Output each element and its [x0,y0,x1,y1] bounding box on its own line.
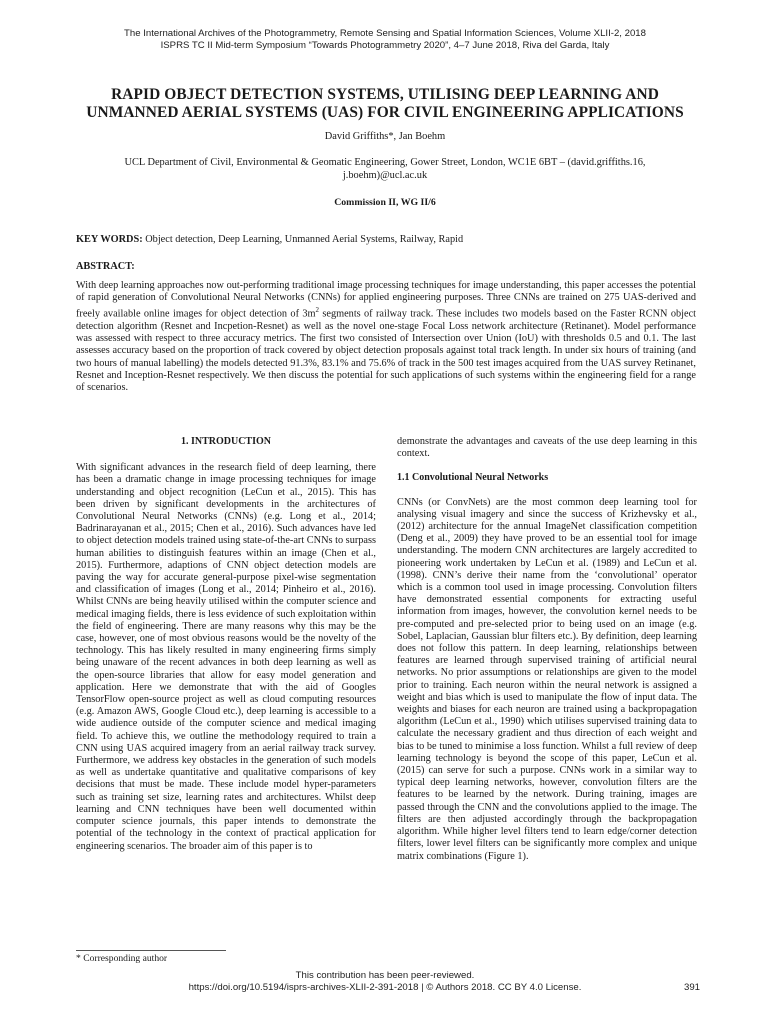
footer-doi-link[interactable]: https://doi.org/10.5194/isprs-archives-XLII-2-391-2018 | © Authors 2018. CC BY 4.0 License. [188,982,582,993]
commission: Commission II, WG II/6 [334,197,436,208]
left-column [76,436,376,853]
keywords-label: KEY WORDS: [76,234,143,245]
page-footer [40,970,730,994]
keywords [76,234,696,245]
affiliation [70,156,700,182]
header-line-1: The International Archives of the Photogrammetry, Remote Sensing and Spatial Information Sciences, Volume XLII-2, 2018 [124,28,646,39]
abstract-superscript: 2 [315,306,320,315]
header-line-2: ISPRS TC II Mid-term Symposium “Towards Photogrammetry 2020”, 4–7 June 2018, Riva del Garda, Italy [160,40,610,51]
page-number: 391 [683,982,700,993]
keywords-text: Object detection, Deep Learning, Unmanned Aerial Systems, Railway, Rapid [145,234,464,245]
abstract-body [76,280,696,394]
running-header [40,28,730,52]
introduction-paragraph: With significant advances in the research field of deep learning, there has been a dramatic change in image processing techniques for image understanding and object recognition (LeCun et al., 2015). This has been driven by significant developments in the architectures of Convolutional Neural Networks (CNNs) (e.g. Long et al., 2014; Badrinarayanan et al., 2015; Chen et al., 2016). Such advances have led to object detection models trained using state-of-the-art CNNs to surpass human abilities to distinguish features within an image (Chen et al., 2015). Furthermore, adaptions of CNN object detection models are paving the way for accurate general-purpose pixel-wise segmentation and classification of images (Long et al., 2014; Pinheiro et al., 2016). Whilst CNNs are being heavily utilised within the computer science and medical imaging fields, there is less evidence of such exploitation within the field of engineering. There are many reasons why this may be the case, however, one of most obvious reasons would be the novelty of the technology. This has likely resulted in many engineering firms simply being unaware of the recent advances in both deep learning as well as the open-source libraries that allow for easy model generation and application. Here we demonstrate that with the aid of Googles TensorFlow open-source project as well as cloud computing resources (e.g. Amazon AWS, Google Cloud etc.), deep learning is accessible to a wide audience outside of the computer science and medical imaging field. To achieve this, we outline the methodology required to train a CNN using UAS acquired imagery from an aerial railway track survey. Furthermore, we address key obstacles in the generation of such models as well as undertake quantitative and qualitative comparisons of key decisions that must be made. These include model hyper-parameters such as training set size, learning rates and architectures. Whilst deep learning and CNN techniques have been well documented within computer science journals, this paper intends to demonstrate the potential of the technology in the context of practical application for engineering scenarios. The broader aim of this paper is to [76,462,376,852]
abstract-text-part-1: With deep learning approaches now out-performing traditional image processing techniques for image understanding, this paper accesses the potential of rapid generation of Convolutional Neural Networks (CNNs) for applied engineering purposes. Three CNNs are trained on 275 UAS-derived and freely available online images for object detection of 3m [76,280,696,320]
footnote: * Corresponding author [76,953,168,964]
abstract-heading: ABSTRACT: [76,261,135,272]
abstract-text-part-2: segments of railway track. These includes two models based on the Faster RCNN object detection algorithm (Resnet and Incpetion-Resnet) as well as the novel one-stage Focal Loss network architecture (Retinanet). Model performance was assessed with respect to three accuracy metrics. The first two consisted of Intersection over Union (IoU) with thresholds 0.5 and 0.1. The last assesses accuracy based on the proportion of track covered by object detection proposals against total track length. In under six hours of training (and two hours of manual labelling) the models detected 91.3%, 83.1% and 75.6% of track in the 500 test images acquired from the UAS survey Retinanet, Resnet and Inception-Resnet respectively. We then discuss the potential for such applications of such systems within the engineering field for a range of scenarios. [76,308,696,394]
title-line-1: RAPID OBJECT DETECTION SYSTEMS, UTILISING DEEP LEARNING AND [111,86,659,103]
title-line-2: UNMANNED AERIAL SYSTEMS (UAS) FOR CIVIL ENGINEERING APPLICATIONS [86,104,684,121]
cnn-paragraph: CNNs (or ConvNets) are the most common deep learning tool for analysing visual imagery and since the success of Krizhevsky et al., (2012) architecture for the annual ImageNet classification competition (Deng et al., 2009) they have proved to be an essential tool for image understanding. The modern CNN architectures are largely accredited to pioneering work undertaken by LeCun et al. (1989) and LeCun et al. (1998). CNN’s derive their name from the ‘convolutional’ operator which is a common tool used in image processing. Convolution filters have demonstrated essential components for extracting useful information from images, however, the convolution kernel needs to be pre-computed and pre-selected prior to being used on an image (e.g. Sobel, Laplacian, Gaussian blur filters etc.). By definition, deep learning does not follow this pattern. In deep learning, relationships between features are learned through supervised training of artificial neural networks. No prior assumptions or relationships are given to the model prior to training. Each neuron within the neural network is assigned a weight and bias which is used to manipulate the flow of input data. The weights and biases for each neuron are trained using a backpropagation algorithm (LeCun et al., 1990) which utilises supervised training data to calculate the necessary gradient and thus direction of each weight and bias to be tuned to minimise a loss function. Whilst a full review of deep learning technology is beyond the scope of this paper, LeCun et al. (2015) can serve for such a purpose. CNNs work in a similar way to typical deep learning networks, however, convolution filters are the features to be learned by the network. During training, images are passed through the CNN and the convolutions applied to the image. The filters are then adjusted accordingly through the backpropagation algorithm. While higher level filters tend to learn edge/corner detection filters, lower level filters can be significantly more complex and unique matrix combinations (Figure 1). [397,496,697,862]
right-column [397,436,697,863]
affiliation-line-2: j.boehm)@ucl.ac.uk [342,170,428,181]
introduction-continuation: demonstrate the advantages and caveats of the use deep learning in this context. [397,436,697,460]
introduction-heading: 1. INTRODUCTION [180,436,271,447]
affiliation-line-1: UCL Department of Civil, Environmental & Geomatic Engineering, Gower Street, London, WC1E 6BT – (david.griffiths.16, [124,157,646,168]
cnn-subheading: 1.1 Convolutional Neural Networks [397,472,549,484]
footer-peer-review: This contribution has been peer-reviewed. [295,970,475,981]
footnote-divider [76,950,226,951]
paper-title [40,86,730,122]
author-list: David Griffiths*, Jan Boehm [324,131,446,142]
